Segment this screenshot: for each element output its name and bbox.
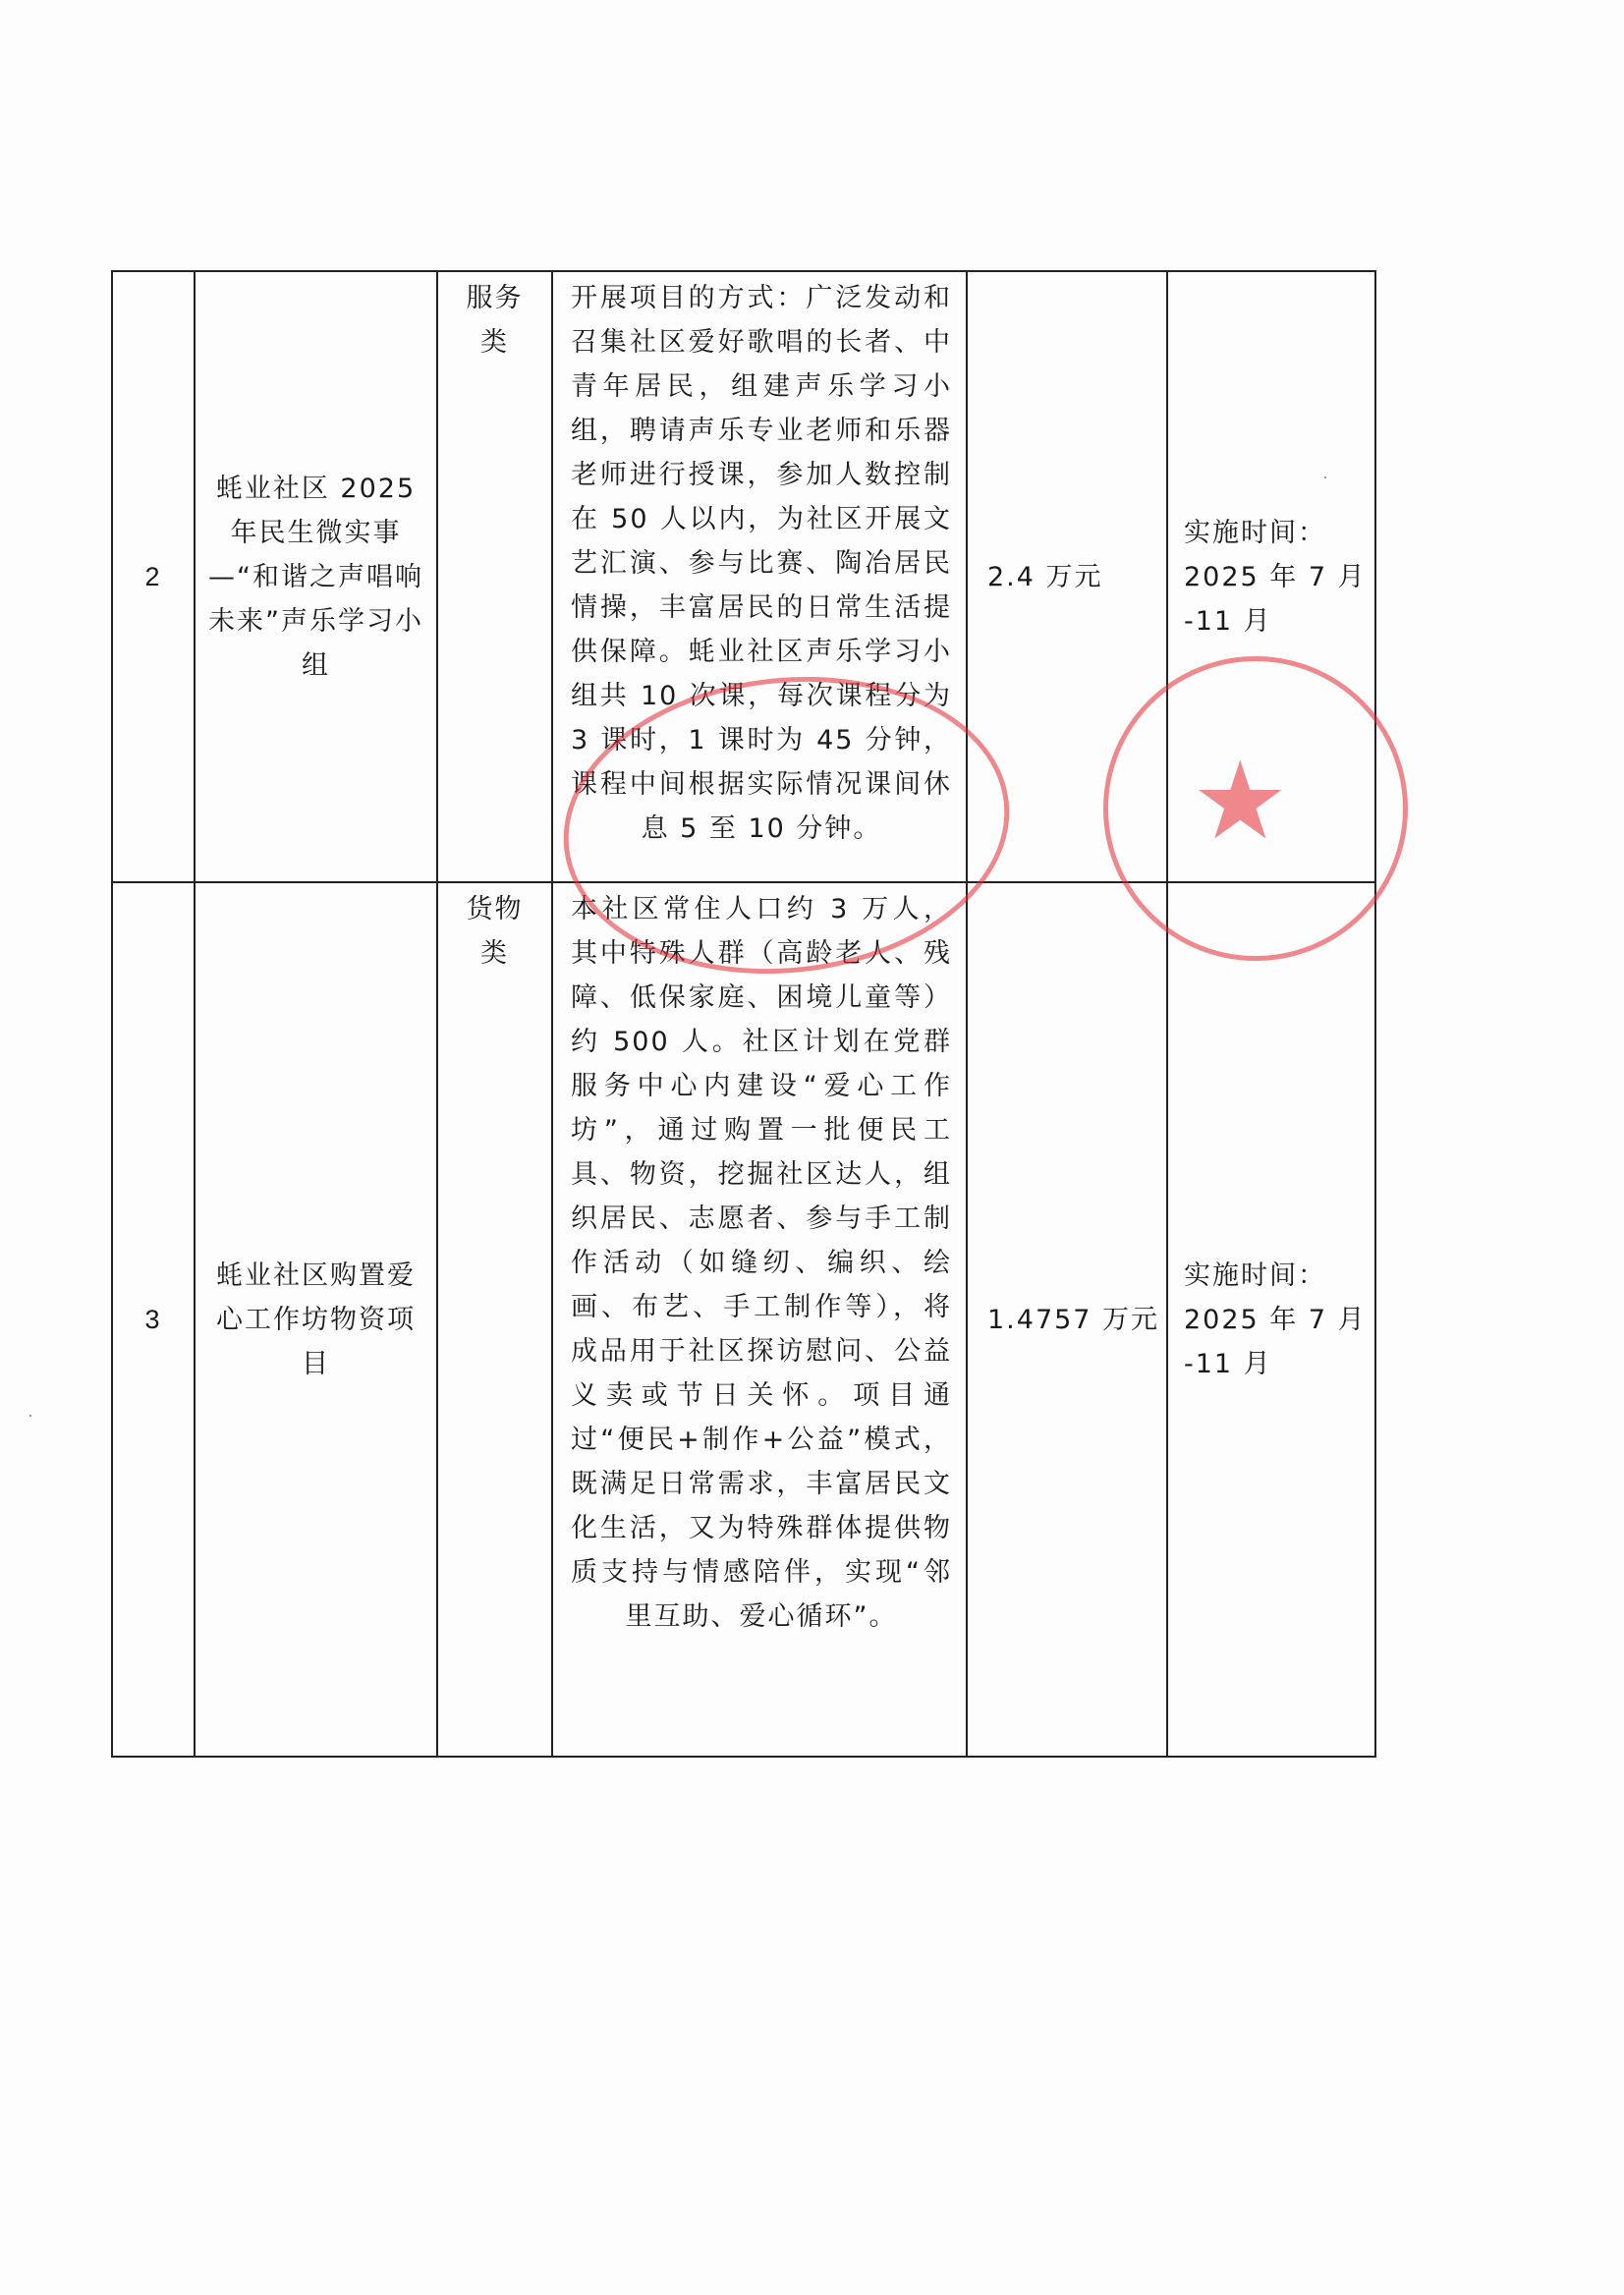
project-name: 蚝业社区 2025 年民生微实事 —“和谐之声唱响未来”声乐学习小组 (208, 473, 423, 681)
project-type: 服务类 (466, 283, 524, 358)
project-description: 开展项目的方式：广泛发动和召集社区爱好歌唱的长者、中青年居民，组建声乐学习小组，聘请声乐专业老师和乐器老师进行授课，参加人数控制在 50 人以内，为社区开展文艺汇演、参与比赛、陶冶居民情操，丰富居民的日常生活提供保障。蚝业社区声乐学习小组共 10 次课，每次课程分为 3 课时，1 课时为 45 分钟，课程中间根据实际情况课间休息 5 至 10 分钟。 (571, 283, 952, 844)
project-amount: 2.4 万元 (987, 561, 1103, 592)
project-name-cell (195, 882, 437, 1757)
project-description: 本社区常住人口约 3 万人，其中特殊人群（高龄老人、残障、低保家庭、困境儿童等）约 500 人。社区计划在党群服务中心内建设“爱心工作坊”，通过购置一批便民工具、物资，挖掘社区达人，组织居民、志愿者、参与手工制作活动（如缝纫、编织、绘画、布艺、手工制作等），将成品用于社区探访慰问、公益义卖或节日关怀。项目通过“便民+制作+公益”模式，既满足日常需求，丰富居民文化生活，又为特殊群体提供物质支持与情感陪伴，实现“邻里互助、爱心循环”。 (571, 894, 952, 1632)
project-type-cell (437, 271, 552, 882)
row-number: 3 (112, 882, 195, 1757)
project-table (111, 270, 1376, 1758)
project-description-cell (552, 882, 967, 1757)
project-name-cell (195, 271, 437, 882)
table-row (112, 882, 1375, 1757)
project-time: 实施时间：2025 年 7 月 -11 月 (1184, 517, 1367, 637)
table-row (112, 271, 1375, 882)
project-amount-cell (967, 882, 1167, 1757)
scan-speck (29, 1415, 31, 1417)
row-number: 2 (112, 271, 195, 882)
project-time-cell (1167, 882, 1375, 1757)
project-description-cell (552, 271, 967, 882)
seal-star-icon: ★ (1192, 738, 1289, 864)
project-amount-cell (967, 271, 1167, 882)
project-amount: 1.4757 万元 (987, 1304, 1160, 1335)
project-type: 货物类 (466, 894, 524, 969)
project-type-cell (437, 882, 552, 1757)
project-name: 蚝业社区购置爱心工作坊物资项目 (216, 1259, 416, 1379)
project-time: 实施时间：2025 年 7 月 -11 月 (1184, 1259, 1367, 1379)
project-time-cell (1167, 271, 1375, 882)
